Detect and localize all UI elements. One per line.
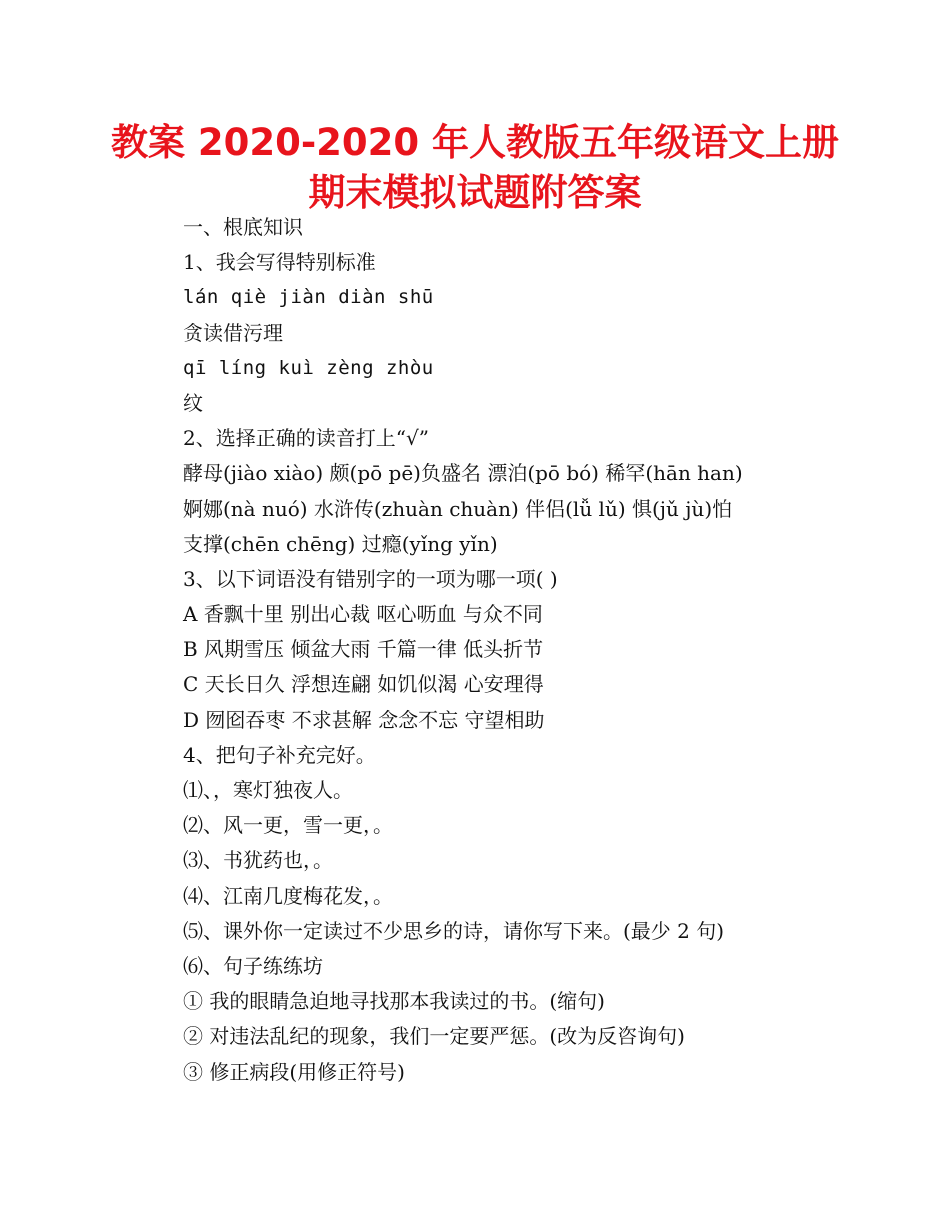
reading-options-row-3: 支撑(chēn chēng) 过瘾(yǐng yǐn)	[183, 531, 498, 556]
title-line-2: 期末模拟试题附答案	[308, 171, 642, 214]
exercise-item-3: ③ 修正病段(用修正符号)	[183, 1059, 405, 1084]
question-3-heading: 3、以下词语没有错别字的一项为哪一项( )	[183, 566, 558, 591]
character-row-1: 贪读借污理	[183, 320, 283, 345]
section-heading: 一、根底知识	[183, 215, 303, 239]
character-row-2: 纹	[183, 390, 203, 415]
sentence-item-3: ⑶、书犹药也，。	[183, 848, 333, 873]
sentence-item-2: ⑵、风一更，雪一更，。	[183, 813, 393, 838]
pinyin-row-1: lán qiè jiàn diàn shū	[183, 286, 434, 309]
reading-options-row-2: 婀娜(nà nuó) 水浒传(zhuàn chuàn) 伴侣(lǚ lǔ) 惧(jǔ jù)怕	[183, 496, 733, 521]
reading-options-row-1: 酵母(jiào xiào) 颇(pō pē)负盛名 漂泊(pō bó) 稀罕(hān han)	[183, 461, 743, 486]
question-4-heading: 4、把句子补充完好。	[183, 742, 376, 767]
choice-d: D 囫囵吞枣 不求甚解 念念不忘 守望相助	[183, 707, 545, 732]
sentence-item-4: ⑷、江南几度梅花发，。	[183, 883, 393, 908]
question-2-heading: 2、选择正确的读音打上“√”	[183, 426, 429, 451]
choice-b: B 风期雪压 倾盆大雨 千篇一律 低头折节	[183, 637, 544, 662]
choice-a: A 香飘十里 别出心裁 呕心呖血 与众不同	[183, 602, 543, 627]
question-1-heading: 1、我会写得特别标准	[183, 250, 376, 275]
document-body	[183, 210, 883, 1090]
exercise-item-2: ② 对违法乱纪的现象，我们一定要严惩。(改为反咨询句)	[183, 1024, 685, 1049]
document-title	[0, 118, 950, 218]
exercise-item-1: ① 我的眼睛急迫地寻找那本我读过的书。(缩句)	[183, 989, 605, 1014]
title-line-1: 教案 2020-2020 年人教版五年级语文上册	[110, 121, 840, 164]
sentence-item-1: ⑴、，寒灯独夜人。	[183, 778, 353, 802]
choice-c: C 天长日久 浮想连翩 如饥似渴 心安理得	[183, 672, 544, 697]
sentence-item-5: ⑸、课外你一定读过不少思乡的诗，请你写下来。(最少 2 句)	[183, 918, 725, 943]
pinyin-row-2: qī líng kuì zèng zhòu	[183, 356, 434, 379]
sentence-item-6: ⑹、句子练练坊	[183, 953, 323, 978]
